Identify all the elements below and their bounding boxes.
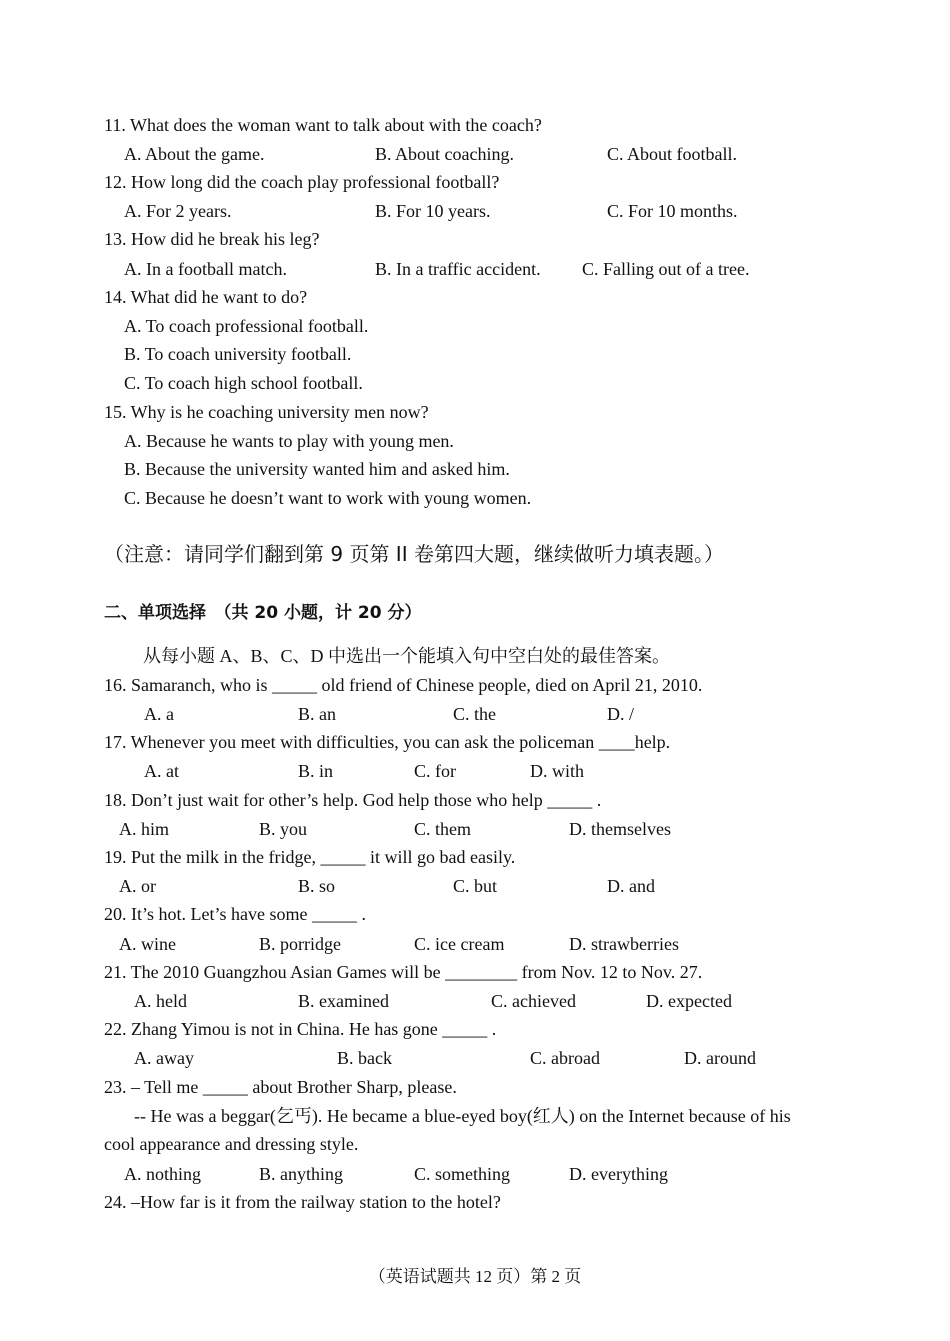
q17-option-a: A. at — [144, 761, 179, 781]
q15-option-c: C. Because he doesn’t want to work with young women. — [124, 488, 532, 508]
q19-option-d: D. and — [607, 876, 655, 896]
q11-option-c: C. About football. — [607, 144, 737, 164]
q18-stem: 18. Don’t just wait for other’s help. God help those who help _____ . — [104, 790, 602, 810]
q15-option-b: B. Because the university wanted him and asked him. — [124, 459, 510, 479]
q13-option-c: C. Falling out of a tree. — [582, 259, 750, 279]
q23-option-a: A. nothing — [124, 1164, 202, 1184]
section-title: 二、单项选择 （共 20 小题，计 20 分） — [104, 603, 422, 623]
q20-option-b: B. porridge — [259, 934, 341, 954]
q23-reply-line2: cool appearance and dressing style. — [104, 1134, 359, 1154]
q11-stem: 11. What does the woman want to talk about with the coach? — [104, 115, 542, 135]
q14-option-a: A. To coach professional football. — [124, 316, 369, 336]
page-footer: （英语试题共 12 页）第 2 页 — [368, 1267, 582, 1286]
q12-option-a: A. For 2 years. — [124, 201, 232, 221]
q12-stem: 12. How long did the coach play professional football? — [104, 172, 500, 192]
q18-option-c: C. them — [414, 819, 471, 839]
q22-option-b: B. back — [337, 1048, 392, 1068]
q18-option-a: A. him — [119, 819, 170, 839]
q11-option-a: A. About the game. — [124, 144, 265, 164]
q23-option-b: B. anything — [259, 1164, 343, 1184]
q20-option-d: D. strawberries — [569, 934, 679, 954]
q16-option-a: A. a — [144, 704, 174, 724]
q23-option-d: D. everything — [569, 1164, 668, 1184]
q17-stem: 17. Whenever you meet with difficulties, you can ask the policeman ____help. — [104, 732, 671, 752]
q14-option-c: C. To coach high school football. — [124, 373, 363, 393]
q13-stem: 13. How did he break his leg? — [104, 229, 320, 249]
q21-option-c: C. achieved — [491, 991, 576, 1011]
q20-option-a: A. wine — [119, 934, 176, 954]
q22-option-c: C. abroad — [530, 1048, 600, 1068]
q19-option-b: B. so — [298, 876, 336, 896]
q18-option-d: D. themselves — [569, 819, 671, 839]
q18-option-b: B. you — [259, 819, 308, 839]
q17-option-c: C. for — [414, 761, 456, 781]
q23-stem: 23. – Tell me _____ about Brother Sharp, please. — [104, 1077, 457, 1097]
q12-option-b: B. For 10 years. — [375, 201, 491, 221]
notice-text: （注意：请同学们翻到第 9 页第 II 卷第四大题，继续做听力填表题。） — [104, 542, 724, 566]
q19-stem: 19. Put the milk in the fridge, _____ it will go bad easily. — [104, 847, 516, 867]
q20-stem: 20. It’s hot. Let’s have some _____ . — [104, 904, 366, 924]
q21-option-b: B. examined — [298, 991, 389, 1011]
q16-option-b: B. an — [298, 704, 336, 724]
q11-option-b: B. About coaching. — [375, 144, 514, 164]
q13-option-b: B. In a traffic accident. — [375, 259, 541, 279]
q17-option-b: B. in — [298, 761, 334, 781]
q21-stem: 21. The 2010 Guangzhou Asian Games will be ________ from Nov. 12 to Nov. 27. — [104, 962, 703, 982]
q13-option-a: A. In a football match. — [124, 259, 287, 279]
q22-option-d: D. around — [684, 1048, 756, 1068]
q21-option-d: D. expected — [646, 991, 732, 1011]
q16-option-d: D. / — [607, 704, 634, 724]
q17-option-d: D. with — [530, 761, 584, 781]
q21-option-a: A. held — [134, 991, 187, 1011]
q19-option-c: C. but — [453, 876, 498, 896]
q22-option-a: A. away — [134, 1048, 194, 1068]
section-instruction: 从每小题 A、B、C、D 中选出一个能填入句中空白处的最佳答案。 — [143, 646, 671, 666]
q23-option-c: C. something — [414, 1164, 511, 1184]
q19-option-a: A. or — [119, 876, 156, 896]
q24-stem: 24. –How far is it from the railway station to the hotel? — [104, 1192, 501, 1212]
q23-reply-line1: -- He was a beggar(乞丐). He became a blue-eyed boy(红人) on the Internet because of his — [134, 1106, 791, 1126]
q15-option-a: A. Because he wants to play with young men. — [124, 431, 454, 451]
q20-option-c: C. ice cream — [414, 934, 505, 954]
q15-stem: 15. Why is he coaching university men now? — [104, 402, 429, 422]
q14-stem: 14. What did he want to do? — [104, 287, 308, 307]
q16-option-c: C. the — [453, 704, 496, 724]
q14-option-b: B. To coach university football. — [124, 344, 352, 364]
q22-stem: 22. Zhang Yimou is not in China. He has gone _____ . — [104, 1019, 497, 1039]
q16-stem: 16. Samaranch, who is _____ old friend of Chinese people, died on April 21, 2010. — [104, 675, 703, 695]
q12-option-c: C. For 10 months. — [607, 201, 738, 221]
